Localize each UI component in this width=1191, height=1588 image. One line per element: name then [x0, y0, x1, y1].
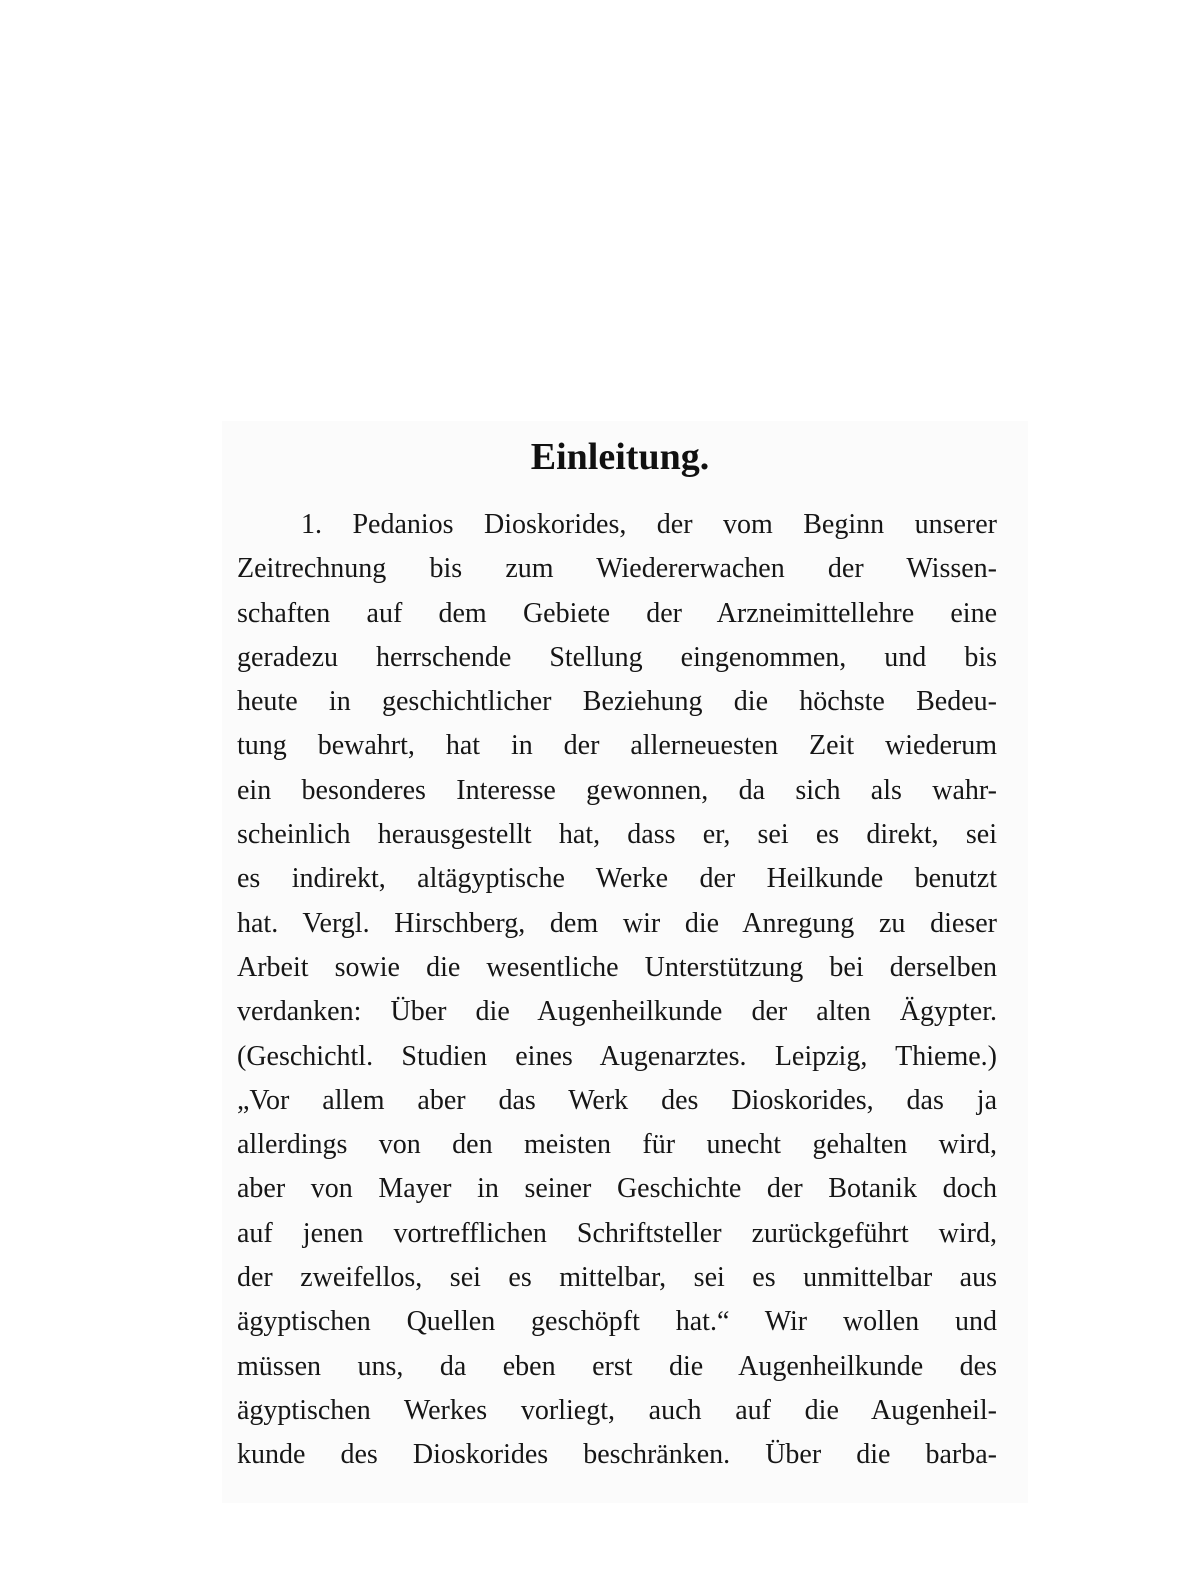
text-line: ein besonderes Interesse gewonnen, da sich als wahr- — [237, 774, 997, 806]
text-line: verdanken: Über die Augenheilkunde der alten Ägypter. — [237, 996, 997, 1028]
text-line: schaften auf dem Gebiete der Arzneimittellehre eine — [237, 597, 997, 629]
text-line: geradezu herrschende Stellung eingenommen, und bis — [237, 641, 997, 673]
text-line: auf jenen vortrefflichen Schriftsteller zurückgeführt wird, — [237, 1217, 997, 1249]
text-line: ägyptischen Werkes vorliegt, auch auf die Augenheil- — [237, 1394, 997, 1426]
text-line: tung bewahrt, hat in der allerneuesten Zeit wiederum — [237, 730, 997, 762]
text-line: 1. Pedanios Dioskorides, der vom Beginn unserer — [301, 509, 997, 540]
text-line: heute in geschichtlicher Beziehung die höchste Bedeu- — [237, 686, 997, 718]
body-paragraph — [237, 503, 997, 1478]
text-line: scheinlich herausgestellt hat, dass er, sei es direkt, sei — [237, 819, 997, 851]
text-line: Zeitrechnung bis zum Wiedererwachen der Wissen- — [237, 553, 997, 585]
page-title: Einleitung. — [530, 436, 710, 478]
text-line: (Geschichtl. Studien eines Augenarztes. Leipzig, Thieme.) — [237, 1040, 997, 1072]
text-line: Arbeit sowie die wesentliche Unterstützung bei derselben — [237, 951, 997, 983]
text-line: es indirekt, altägyptische Werke der Heilkunde benutzt — [237, 863, 997, 895]
text-line: ägyptischen Quellen geschöpft hat.“ Wir wollen und — [237, 1306, 997, 1338]
text-line: „Vor allem aber das Werk des Dioskorides, das ja — [237, 1084, 997, 1116]
text-line: hat. Vergl. Hirschberg, dem wir die Anregung zu dieser — [237, 907, 997, 939]
text-line: allerdings von den meisten für unecht gehalten wird, — [237, 1129, 997, 1161]
text-line: der zweifellos, sei es mittelbar, sei es unmittelbar aus — [237, 1262, 997, 1294]
text-line: aber von Mayer in seiner Geschichte der Botanik doch — [237, 1173, 997, 1205]
text-line: kunde des Dioskorides beschränken. Über die barba- — [237, 1439, 997, 1471]
text-line: müssen uns, da eben erst die Augenheilkunde des — [237, 1350, 997, 1382]
